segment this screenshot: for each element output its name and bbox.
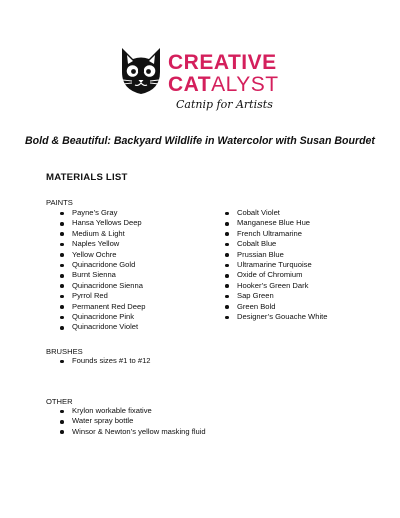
- brushes-label: BRUSHES: [46, 347, 83, 356]
- list-item: Krylon workable fixative: [60, 406, 206, 416]
- list-item: Ultramarine Turquoise: [225, 260, 327, 270]
- list-item: Pyrrol Red: [60, 291, 145, 301]
- list-item: Winsor & Newton’s yellow masking fluid: [60, 427, 206, 437]
- materials-heading: MATERIALS LIST: [46, 172, 128, 183]
- paints-label: PAINTS: [46, 198, 73, 207]
- list-item: Cobalt Blue: [225, 239, 327, 249]
- list-item: Hooker’s Green Dark: [225, 281, 327, 291]
- list-item: Prussian Blue: [225, 250, 327, 260]
- list-item: Sap Green: [225, 291, 327, 301]
- logo: [118, 42, 288, 114]
- list-item: Quinacridone Pink: [60, 312, 145, 322]
- list-item: Payne’s Gray: [60, 208, 145, 218]
- list-item: Founds sizes #1 to #12: [60, 356, 151, 366]
- list-item: Green Bold: [225, 302, 327, 312]
- list-item: Burnt Sienna: [60, 270, 145, 280]
- list-item: Naples Yellow: [60, 239, 145, 249]
- logo-line-2: [168, 74, 279, 95]
- list-item: Quinacridone Violet: [60, 322, 145, 332]
- cat-with-glasses-icon: [118, 46, 164, 96]
- list-item: Yellow Ochre: [60, 250, 145, 260]
- other-label: OTHER: [46, 397, 73, 406]
- list-item: Oxide of Chromium: [225, 270, 327, 280]
- paints-list-right: [225, 208, 327, 322]
- logo-line-1: CREATIVE: [168, 51, 277, 74]
- list-item: Permanent Red Deep: [60, 302, 145, 312]
- list-item: French Ultramarine: [225, 229, 327, 239]
- list-item: Medium & Light: [60, 229, 145, 239]
- other-list: [60, 406, 206, 437]
- paints-list-left: [60, 208, 145, 333]
- list-item: Hansa Yellows Deep: [60, 218, 145, 228]
- list-item: Water spray bottle: [60, 416, 206, 426]
- brushes-list: [60, 356, 151, 366]
- list-item: Quinacridone Sienna: [60, 281, 145, 291]
- document-title: Bold & Beautiful: Backyard Wildlife in Watercolor with Susan Bourdet: [25, 135, 375, 147]
- logo-line-2-thin: ALYST: [211, 73, 279, 96]
- list-item: Manganese Blue Hue: [225, 218, 327, 228]
- logo-line-2-bold: CAT: [168, 73, 212, 96]
- logo-tagline: Catnip for Artists: [176, 98, 273, 111]
- list-item: Cobalt Violet: [225, 208, 327, 218]
- list-item: Quinacridone Gold: [60, 260, 145, 270]
- list-item: Designer’s Gouache White: [225, 312, 327, 322]
